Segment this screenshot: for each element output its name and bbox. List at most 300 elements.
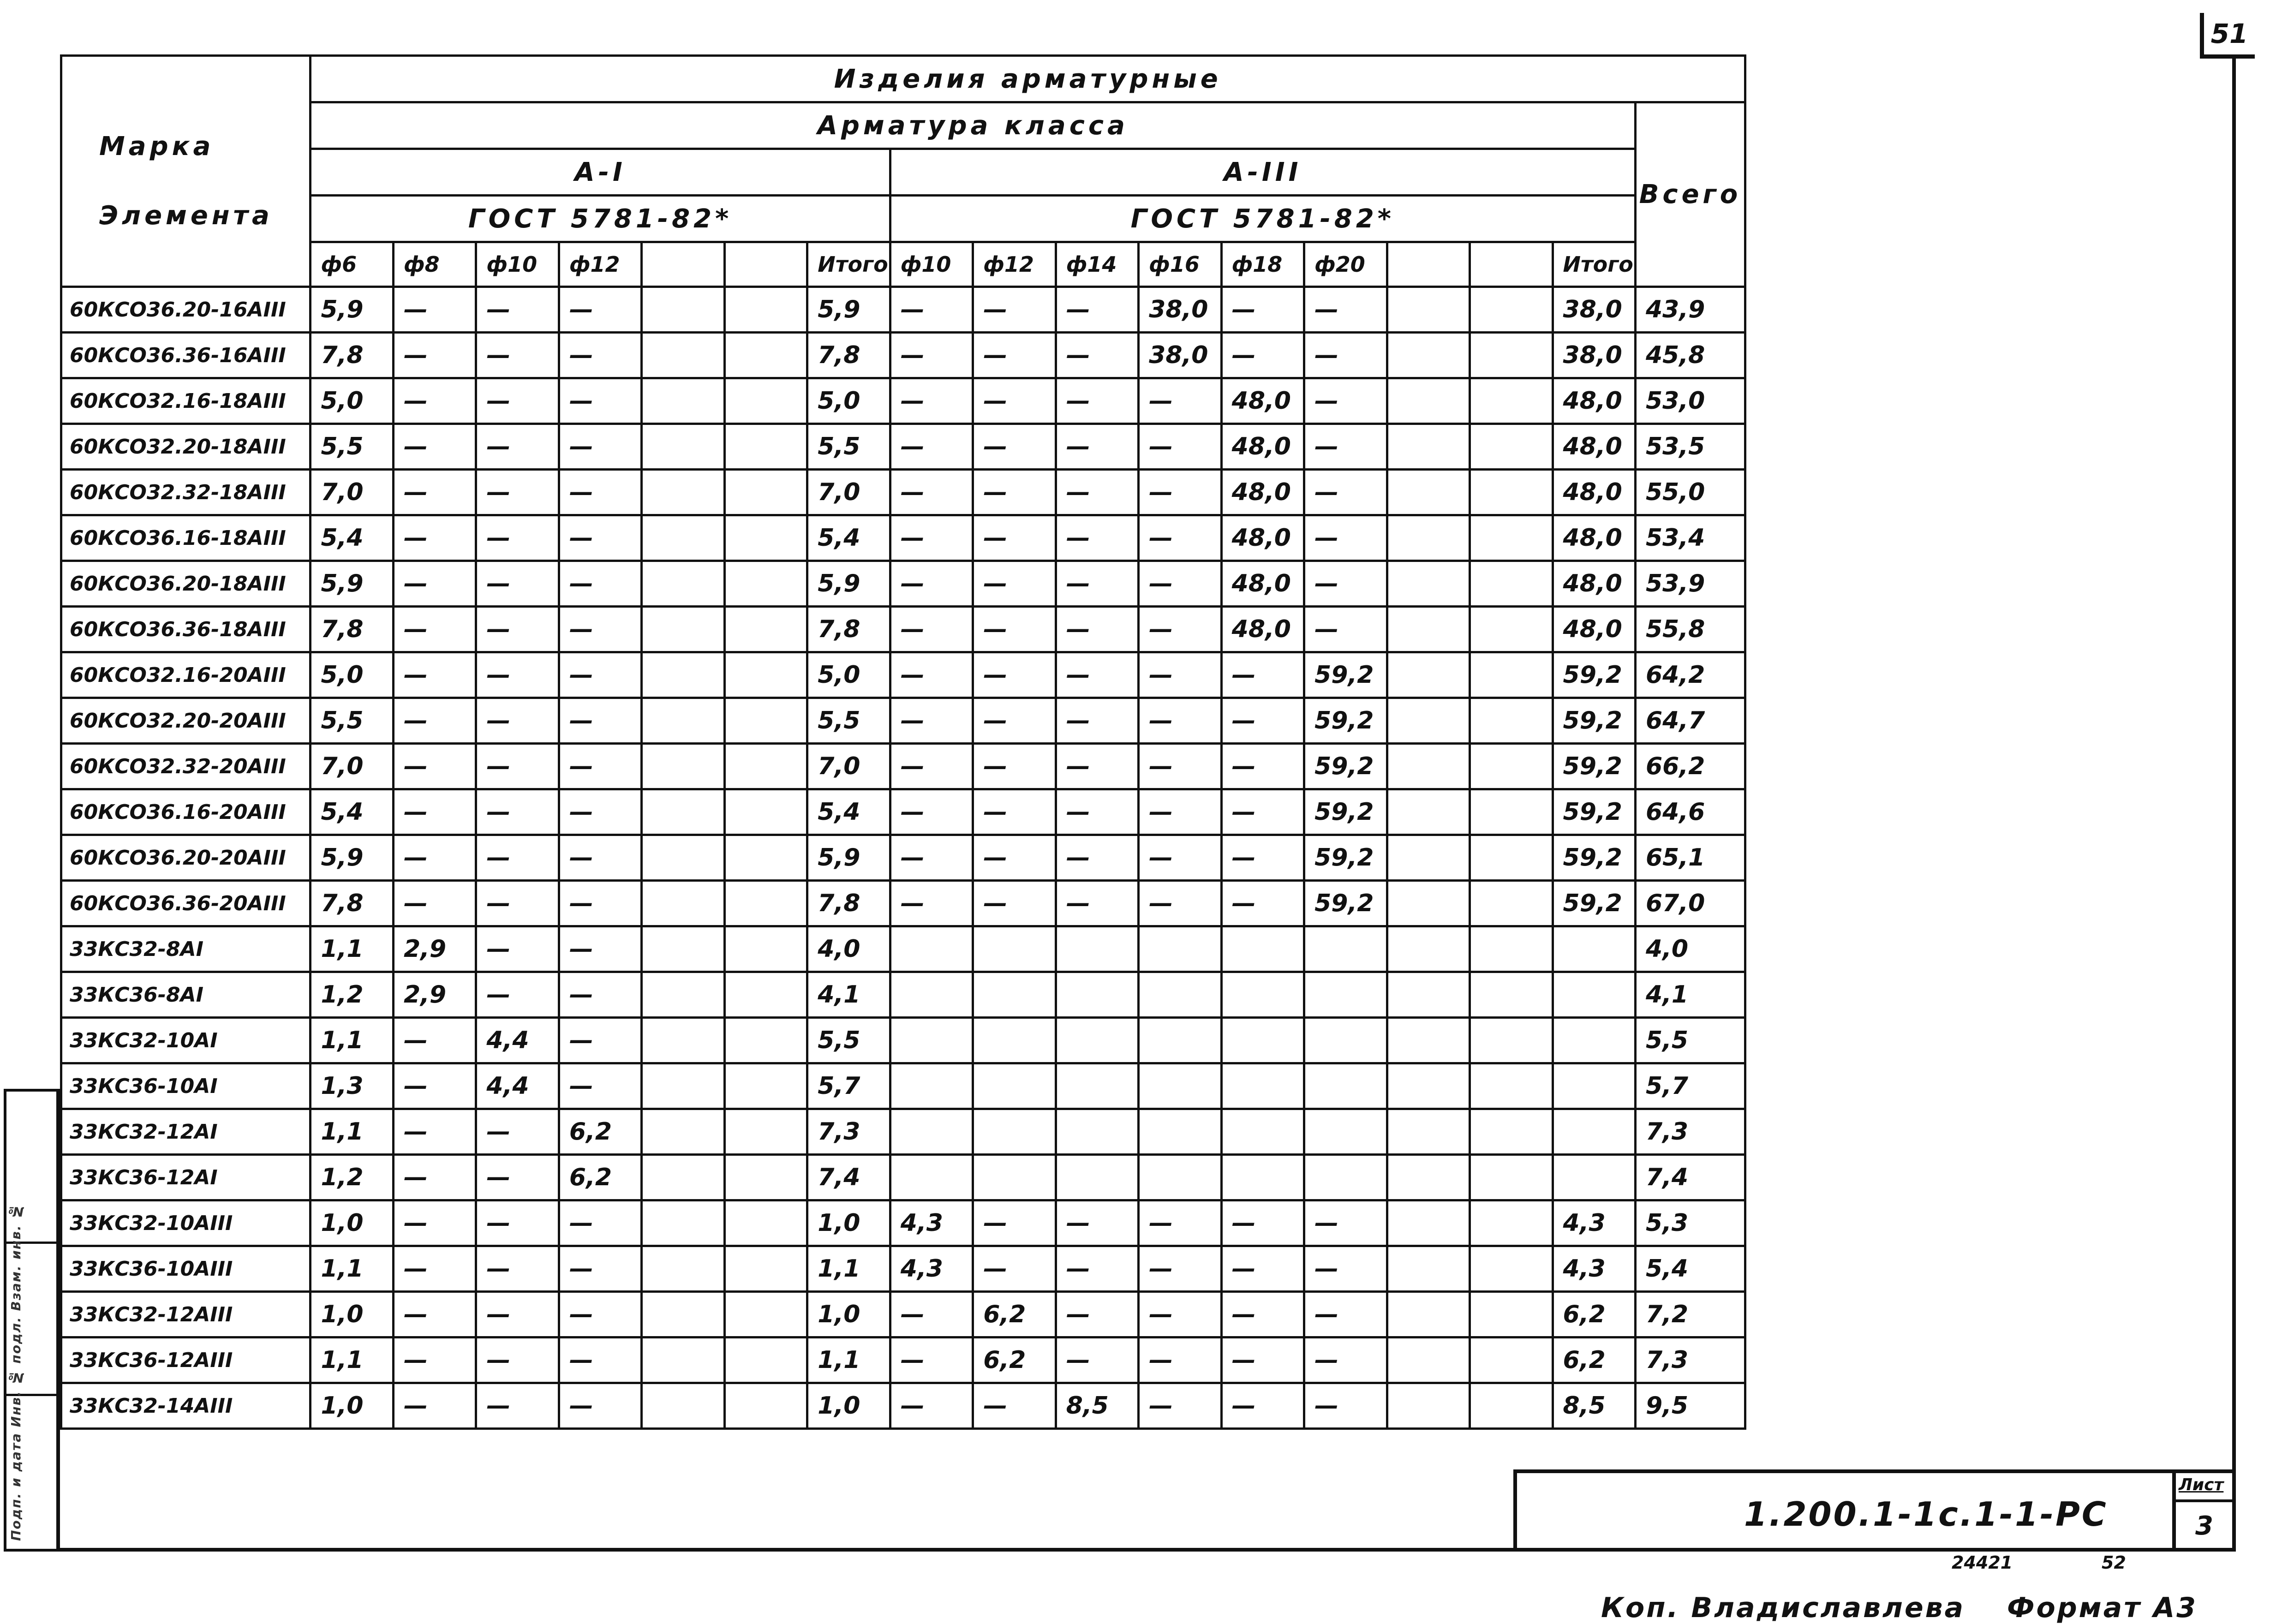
diameter-header: ф16 [1139,242,1221,287]
a1-subtotal: 1,0 [807,1292,890,1337]
archive-page: 52 [2102,1552,2126,1573]
a1-subtotal: 5,5 [807,698,890,744]
table-row [61,424,1745,470]
a1-value [724,881,807,926]
a1-value: 1,0 [311,1200,393,1246]
a1-value: — [393,1292,476,1337]
table-row [61,698,1745,744]
row-total: 7,4 [1635,1155,1745,1200]
a3-value: — [890,1292,973,1337]
a3-value: 48,0 [1221,470,1304,515]
a3-value: — [1221,744,1304,789]
a1-value [724,652,807,698]
a1-value: 5,9 [311,287,393,333]
a3-value: — [1221,287,1304,333]
a1-value: 7,8 [311,333,393,378]
table-row [61,1246,1745,1292]
a3-value [1139,1155,1221,1200]
a1-value: — [559,424,641,470]
a3-subtotal: 59,2 [1553,835,1635,881]
table-row [61,470,1745,515]
a3-value: — [1056,1200,1138,1246]
a3-value: — [1139,881,1221,926]
a3-value [973,1155,1056,1200]
a1-subtotal: 7,8 [807,607,890,652]
a3-value: — [1304,1383,1387,1429]
a3-value: — [1221,1200,1304,1246]
a3-value: — [1139,789,1221,835]
a1-value [724,835,807,881]
a1-value: 7,8 [311,607,393,652]
a1-subtotal: 5,9 [807,561,890,607]
a1-value: 4,4 [476,1018,559,1063]
row-total: 7,3 [1635,1337,1745,1383]
a3-value: — [973,1246,1056,1292]
a3-value: — [973,287,1056,333]
a1-value: 5,4 [311,515,393,561]
element-mark: 60КСО36.36-20АIII [61,881,311,926]
a3-value: 48,0 [1221,561,1304,607]
a3-value: — [1221,835,1304,881]
a3-value [1387,1337,1470,1383]
a1-value: — [559,287,641,333]
class-a1-header: А-I [311,149,890,196]
a1-value: — [559,1292,641,1337]
a1-value [724,1018,807,1063]
a3-value [1056,926,1138,972]
a3-value: — [1139,835,1221,881]
a3-value [1470,1337,1553,1383]
a1-value [724,515,807,561]
a1-value [642,515,724,561]
a1-value [642,1292,724,1337]
a1-value: 1,3 [311,1063,393,1109]
a1-value [642,1337,724,1383]
a1-subtotal: 4,1 [807,972,890,1018]
a3-value: — [890,789,973,835]
table-row [61,1018,1745,1063]
a3-value [1387,744,1470,789]
a1-value: 6,2 [559,1155,641,1200]
element-mark: 60КСО36.16-20АIII [61,789,311,835]
a3-value [1470,1383,1553,1429]
a3-value: — [1304,1200,1387,1246]
a3-value [1221,926,1304,972]
a3-value [1387,515,1470,561]
a3-subtotal: 6,2 [1553,1292,1635,1337]
a1-value [724,424,807,470]
a3-value: — [973,561,1056,607]
element-mark: 60КСО32.32-20АIII [61,744,311,789]
a3-value: — [1221,1292,1304,1337]
reinforcement-table [60,54,1746,1430]
a1-value: 1,0 [311,1292,393,1337]
a3-value [1470,1109,1553,1155]
a3-value [1470,835,1553,881]
a3-value: — [890,287,973,333]
a3-value: — [890,1383,973,1429]
a1-value [724,698,807,744]
element-mark: 60КСО32.20-18АIII [61,424,311,470]
products-title: Изделия арматурные [311,56,1745,102]
a1-value: — [559,470,641,515]
a3-value: — [1139,1200,1221,1246]
a3-value: — [1056,287,1138,333]
a3-value: — [1304,1246,1387,1292]
a1-subtotal: 5,0 [807,652,890,698]
a3-value: — [890,698,973,744]
a1-value: — [393,1063,476,1109]
a1-value [642,744,724,789]
a1-value: — [476,515,559,561]
a3-subtotal: 6,2 [1553,1337,1635,1383]
a3-subtotal: 38,0 [1553,287,1635,333]
a3-value [1304,972,1387,1018]
a3-value [1470,698,1553,744]
diameter-header: ф20 [1304,242,1387,287]
a3-value [1387,333,1470,378]
row-total: 53,0 [1635,378,1745,424]
diameter-header: ф14 [1056,242,1138,287]
a3-value: — [973,881,1056,926]
a3-value [1470,1200,1553,1246]
a1-value: — [559,607,641,652]
element-mark: 60КСО36.16-18АIII [61,515,311,561]
a3-value [973,1018,1056,1063]
a1-value: — [476,287,559,333]
a3-value: — [1304,561,1387,607]
a1-value [642,470,724,515]
a1-value: 6,2 [559,1109,641,1155]
a3-value: — [973,744,1056,789]
a3-subtotal: 48,0 [1553,378,1635,424]
a3-subtotal: 48,0 [1553,470,1635,515]
a3-value [1304,1109,1387,1155]
row-total: 64,7 [1635,698,1745,744]
a1-value: — [393,1018,476,1063]
element-mark: 33КС36-10АI [61,1063,311,1109]
a1-value: — [393,515,476,561]
a1-value: 5,0 [311,652,393,698]
a1-value: 1,2 [311,972,393,1018]
row-total: 5,4 [1635,1246,1745,1292]
a1-value: 1,1 [311,1337,393,1383]
a1-value: 5,5 [311,424,393,470]
a1-value: — [559,835,641,881]
a1-value [642,1383,724,1429]
element-mark: 33КС32-10АI [61,1018,311,1063]
row-total: 64,2 [1635,652,1745,698]
a3-value: — [1056,1292,1138,1337]
a3-subtotal [1553,926,1635,972]
a3-value: — [973,378,1056,424]
a3-value: 48,0 [1221,607,1304,652]
a3-value [1387,470,1470,515]
a3-subtotal: 4,3 [1553,1246,1635,1292]
a1-value: — [476,881,559,926]
row-total: 64,6 [1635,789,1745,835]
a3-value: 59,2 [1304,789,1387,835]
a1-value: — [476,378,559,424]
a1-value: 1,1 [311,1246,393,1292]
table-row [61,515,1745,561]
a3-value [1470,1155,1553,1200]
a1-value [724,1155,807,1200]
a1-value [642,881,724,926]
table-row [61,287,1745,333]
a1-value: — [476,1200,559,1246]
a3-value: — [1304,378,1387,424]
table-row [61,972,1745,1018]
a3-subtotal: 59,2 [1553,698,1635,744]
table-row [61,789,1745,835]
a1-value [642,378,724,424]
a3-value [1139,1063,1221,1109]
table-row [61,1155,1745,1200]
a3-value [890,1109,973,1155]
a1-value: — [559,1063,641,1109]
a3-value: — [1304,287,1387,333]
frame-left-border [56,1089,60,1552]
a3-value: — [1221,652,1304,698]
a1-value [642,698,724,744]
a3-subtotal [1553,1109,1635,1155]
a3-value: — [1304,424,1387,470]
table-row [61,744,1745,789]
a3-value [1387,424,1470,470]
a3-value [1387,1246,1470,1292]
a1-value [724,607,807,652]
a3-value: — [1056,470,1138,515]
a1-value [724,789,807,835]
table-row [61,1292,1745,1337]
a1-value: 1,2 [311,1155,393,1200]
diameter-header [1470,242,1553,287]
a1-value: 5,0 [311,378,393,424]
a1-value [642,287,724,333]
a3-value: — [973,698,1056,744]
a1-value [724,926,807,972]
a1-subtotal: 7,8 [807,881,890,926]
a3-value: 4,3 [890,1246,973,1292]
table-row [61,333,1745,378]
a3-value [1470,1292,1553,1337]
row-total: 5,3 [1635,1200,1745,1246]
a3-value: — [1139,424,1221,470]
a1-value: 2,9 [393,926,476,972]
a3-subtotal: 59,2 [1553,744,1635,789]
a1-value [724,470,807,515]
a3-value: — [1221,698,1304,744]
a1-value: — [476,1337,559,1383]
table-row [61,561,1745,607]
row-total: 67,0 [1635,881,1745,926]
a3-value: 59,2 [1304,881,1387,926]
a1-value: — [476,744,559,789]
a1-value: 4,4 [476,1063,559,1109]
a3-value [1387,1200,1470,1246]
row-total: 55,0 [1635,470,1745,515]
a3-value [1304,1063,1387,1109]
element-mark: 60КСО36.20-18АIII [61,561,311,607]
a1-value: — [559,378,641,424]
element-mark: 33КС32-14АIII [61,1383,311,1429]
a1-value [642,1063,724,1109]
a3-value [1387,378,1470,424]
a3-value [1470,1063,1553,1109]
a1-value: — [476,972,559,1018]
a1-value: 1,1 [311,1018,393,1063]
a3-value: — [1056,561,1138,607]
a3-value [1387,881,1470,926]
a3-value: 59,2 [1304,652,1387,698]
a3-value: — [1139,378,1221,424]
a3-value [1221,1155,1304,1200]
element-mark: 60КСО32.20-20АIII [61,698,311,744]
a1-value [724,1109,807,1155]
a1-value [642,1018,724,1063]
a1-subtotal: 5,5 [807,1018,890,1063]
a3-value: — [890,1337,973,1383]
row-total: 66,2 [1635,744,1745,789]
a1-value: — [476,424,559,470]
a3-value [1056,1109,1138,1155]
a3-value: 48,0 [1221,424,1304,470]
class-a3-header: А-III [890,149,1635,196]
diameter-header: ф10 [890,242,973,287]
a1-value [724,972,807,1018]
a3-value [1139,1109,1221,1155]
a3-subtotal: 48,0 [1553,515,1635,561]
a1-value: 5,9 [311,561,393,607]
a3-value [1387,1155,1470,1200]
a3-value [973,1109,1056,1155]
a1-value: — [393,424,476,470]
row-total: 5,5 [1635,1018,1745,1063]
a3-value [1470,607,1553,652]
a3-value [1221,1109,1304,1155]
a3-value: — [890,424,973,470]
a1-subtotal: 5,5 [807,424,890,470]
a1-subtotal: 1,0 [807,1383,890,1429]
row-total: 5,7 [1635,1063,1745,1109]
a3-value: — [1056,1337,1138,1383]
a1-value [724,1246,807,1292]
a3-value: — [973,424,1056,470]
a1-subtotal: 5,7 [807,1063,890,1109]
a1-value: — [559,789,641,835]
a3-value: 4,3 [890,1200,973,1246]
mark-column-header [61,56,311,287]
a3-value [1470,789,1553,835]
a3-value [890,1155,973,1200]
a3-value [1387,561,1470,607]
table-row [61,881,1745,926]
a3-value: — [1056,652,1138,698]
a1-value [642,333,724,378]
a3-value: — [973,789,1056,835]
a3-value: — [973,835,1056,881]
a1-value: — [393,561,476,607]
a1-value: — [476,607,559,652]
a1-value: — [393,470,476,515]
a1-value: — [393,652,476,698]
a3-value [973,972,1056,1018]
table-row [61,378,1745,424]
a3-value: — [1056,424,1138,470]
diameter-header: ф18 [1221,242,1304,287]
a1-value [642,789,724,835]
a3-value [1387,1292,1470,1337]
a3-value: — [890,561,973,607]
a1-value: 7,0 [311,744,393,789]
a1-value [642,972,724,1018]
a1-value: — [559,1018,641,1063]
a3-value [1387,926,1470,972]
document-code: 1.200.1-1с.1-1-РС [1744,1495,2108,1534]
diameter-header [642,242,724,287]
a1-value: — [559,1383,641,1429]
a3-value: — [1221,1383,1304,1429]
diameter-header: ф10 [476,242,559,287]
a1-subtotal: 7,4 [807,1155,890,1200]
row-total: 53,4 [1635,515,1745,561]
a3-value [973,926,1056,972]
a1-value [724,378,807,424]
row-total: 7,3 [1635,1109,1745,1155]
a3-value: — [890,515,973,561]
row-total: 43,9 [1635,287,1745,333]
a3-subtotal: 8,5 [1553,1383,1635,1429]
a3-value: — [1139,1246,1221,1292]
a1-value [724,561,807,607]
binding-strip-text: Подп. и дата Инв. № подл. Взам. инв. № [8,1203,24,1541]
a1-value: — [393,1155,476,1200]
a3-value: — [973,515,1056,561]
element-mark: 60КСО36.20-20АIII [61,835,311,881]
element-mark: 60КСО36.36-18АIII [61,607,311,652]
a3-value [1304,926,1387,972]
a1-value: 7,0 [311,470,393,515]
a1-value [724,1063,807,1109]
element-mark: 60КСО32.32-18АIII [61,470,311,515]
a1-value: 5,5 [311,698,393,744]
a3-subtotal: 38,0 [1553,333,1635,378]
a3-value [1387,287,1470,333]
a1-value: — [393,378,476,424]
a1-value: — [393,744,476,789]
a3-value: — [1056,607,1138,652]
a1-subtotal: 5,0 [807,378,890,424]
a1-value: — [393,1200,476,1246]
element-mark: 60КСО36.20-16АIII [61,287,311,333]
a1-subtotal: 7,0 [807,470,890,515]
a3-value: — [1139,1292,1221,1337]
a3-value: — [1304,607,1387,652]
row-total: 4,1 [1635,972,1745,1018]
a1-subtotal: 5,9 [807,287,890,333]
a1-value: — [476,1383,559,1429]
a1-value: — [476,561,559,607]
a1-value [642,561,724,607]
a1-value: — [559,652,641,698]
element-mark: 33КС32-10АIII [61,1200,311,1246]
a3-value [1221,1063,1304,1109]
class-title: Арматура класса [311,102,1636,149]
a1-subtotal: 5,9 [807,835,890,881]
a1-value: — [476,789,559,835]
mark-header-line1: Марка [99,131,215,161]
